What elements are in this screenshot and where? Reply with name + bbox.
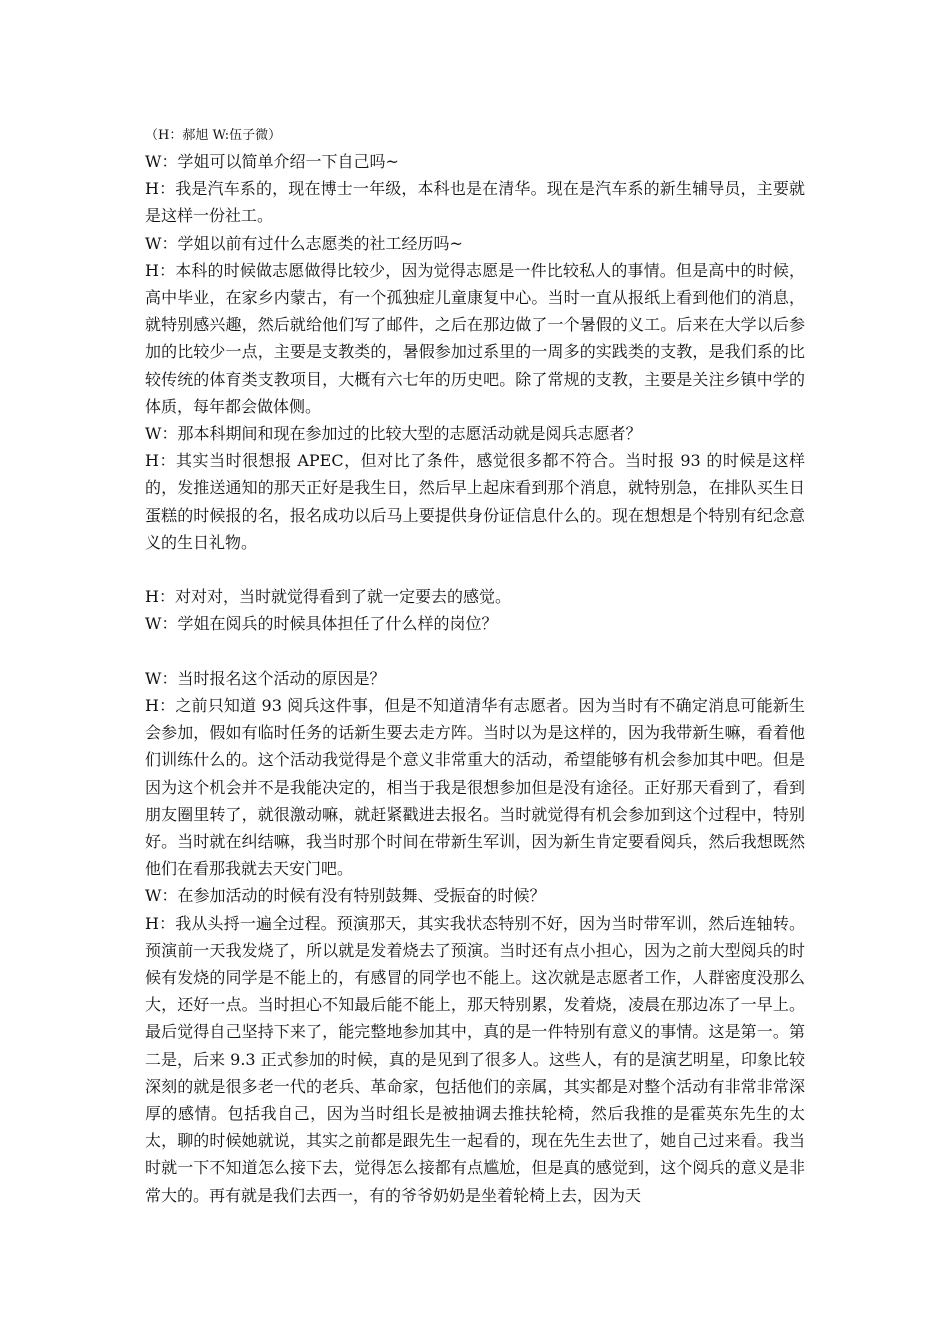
question-paragraph: W：学姐可以简单介绍一下自己吗~ — [145, 152, 399, 171]
answer-paragraph: H：对对对，当时就觉得看到了就一定要去的感觉。 — [145, 587, 511, 607]
question-paragraph: W：那本科期间和现在参加过的比较大型的志愿活动就是阅兵志愿者？ — [145, 424, 642, 444]
document-body — [145, 124, 805, 1209]
question-paragraph: W：学姐在阅兵的时候具体担任了什么样的岗位？ — [145, 614, 498, 634]
answer-paragraph: H：本科的时候做志愿做得比较少，因为觉得志愿是一件比较私人的事情。但是高中的时候，高中毕业，在家乡内蒙古，有一个孤独症儿童康复中心。当时一直从报纸上看到他们的消息，就特别感兴趣，然后就给他们写了邮件，之后在那边做了一个暑假的义工。后来在大学以后参加的比较少一点，主要是支教类的，暑假参加过系里的一周多的实践类的支教，是我们系的比较传统的体育类支教项目，大概有六七年的历史吧。除了常规的支教，主要是关注乡镇中学的体质，每年都会做体侧。 — [145, 260, 805, 416]
question-paragraph: W：在参加活动的时候有没有特别鼓舞、受振奋的时候？ — [145, 886, 546, 906]
question-paragraph: W：当时报名这个活动的原因是？ — [145, 668, 386, 688]
answer-paragraph: H：我是汽车系的，现在博士一年级，本科也是在清华。现在是汽车系的新生辅导员，主要就是这样一份社工。 — [145, 179, 805, 226]
interview-participants: （H：郝旭 W:伍子微） — [145, 128, 282, 143]
answer-paragraph: H：我从头捋一遍全过程。预演那天，其实我状态特别不好，因为当时带军训，然后连轴转。预演前一天我发烧了，所以就是发着烧去了预演。当时还有点小担心，因为之前大型阅兵的时候有发烧的同学是不能上的，有感冒的同学也不能上。这次就是志愿者工作，人群密度没那么大，还好一点。当时担心不知最后能不能上，那天特别累，发着烧，凌晨在那边冻了一早上。最后觉得自己坚持下来了，能完整地参加其中，真的是一件特别有意义的事情。这是第一。第二是，后来 9.3 正式参加的时候，真的是见到了很多人。这些人，有的是演艺明星，印象比较深刻的就是很多老一代的老兵、革命家，包括他们的亲属，其实都是对整个活动有非常非常深厚的感情。包括我自己，因为当时组长是被抽调去推扶轮椅，然后我推的是霍英东先生的太太，聊的时候她就说，其实之前都是跟先生一起看的，现在先生去世了，她自己过来看。我当时就一下不知道怎么接下去，觉得怎么接都有点尴尬，但是真的感觉到，这个阅兵的意义是非常大的。再有就是我们去西一，有的爷爷奶奶是坐着轮椅上去，因为天 — [145, 913, 805, 1205]
answer-paragraph: H：其实当时很想报 APEC，但对比了条件，感觉很多都不符合。当时报 93 的时候是这样的，发推送通知的那天正好是我生日，然后早上起床看到那个消息，就特别急，在排队买生日蛋糕的时候报的名，报名成功以后马上要提供身份证信息什么的。现在想想是个特别有纪念意义的生日礼物。 — [145, 451, 805, 552]
blank-line — [145, 556, 805, 583]
blank-line — [145, 638, 805, 665]
question-paragraph: W：学姐以前有过什么志愿类的社工经历吗~ — [145, 233, 463, 253]
answer-paragraph: H：之前只知道 93 阅兵这件事，但是不知道清华有志愿者。因为当时有不确定消息可能新生会参加，假如有临时任务的话新生要去走方阵。当时以为是这样的，因为我带新生嘛，看着他们训练什么的。这个活动我觉得是个意义非常重大的活动，希望能够有机会参加其中吧。但是因为这个机会并不是我能决定的，相当于我是很想参加但是没有途径。正好那天看到了，看到朋友圈里转了，就很激动嘛，就赶紧戳进去报名。当时就觉得有机会参加到这个过程中，特别好。当时就在纠结嘛，我当时那个时间在带新生军训，因为新生肯定要看阅兵，然后我想既然他们在看那我就去天安门吧。 — [145, 696, 805, 879]
